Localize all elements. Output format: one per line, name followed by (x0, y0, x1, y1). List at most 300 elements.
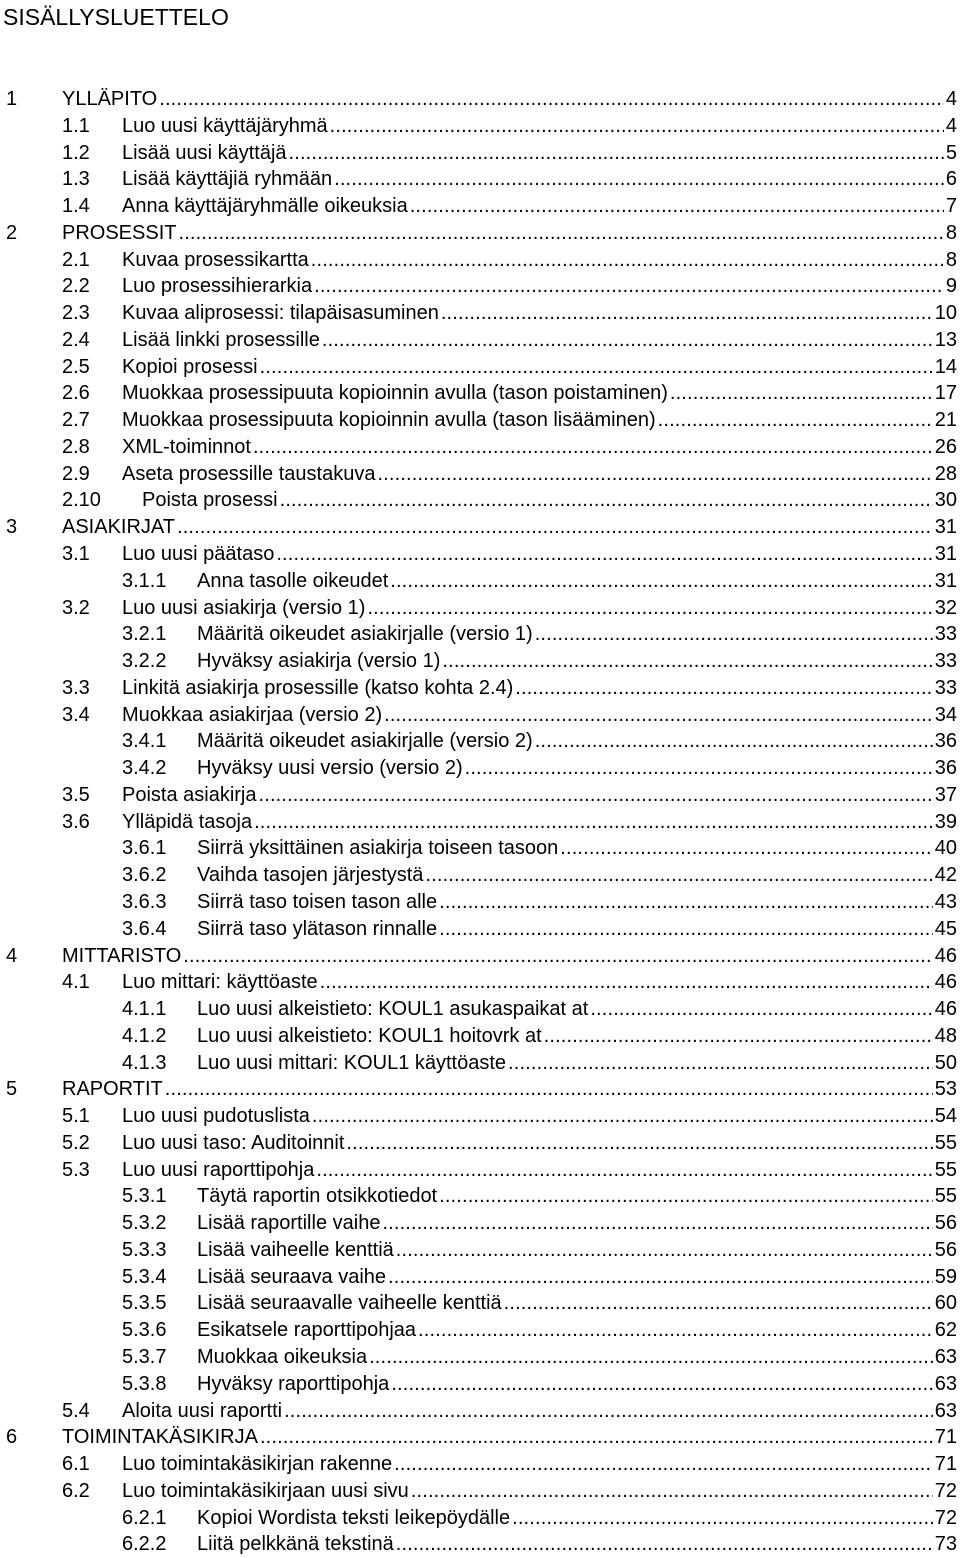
toc-entry-number: 2.5 (62, 355, 90, 378)
toc-entry-page-number: 60 (934, 1292, 957, 1315)
toc-entry-title: Täytä raportin otsikkotiedot (197, 1185, 438, 1208)
dot-leader (390, 568, 933, 595)
toc-entry-page-number: 40 (934, 837, 957, 860)
toc-entry[interactable] (0, 300, 960, 327)
toc-entry-line (197, 889, 957, 916)
toc-entry-line (197, 1183, 957, 1210)
toc-entry-page-number: 73 (934, 1533, 957, 1556)
toc-entry-number: 2.8 (62, 435, 90, 458)
toc-entry-page-number: 36 (934, 757, 957, 780)
toc-entry-page-number: 62 (934, 1319, 957, 1342)
toc-entry[interactable] (0, 568, 960, 595)
toc-entry[interactable] (0, 862, 960, 889)
toc-entry-number: 6 (6, 1426, 18, 1449)
toc-entry-line (197, 648, 957, 675)
dot-leader (178, 220, 943, 247)
toc-entry-title: Hyväksy asiakirja (versio 1) (197, 650, 441, 673)
toc-entry-line (62, 514, 957, 541)
toc-entry-number: 4.1.1 (122, 998, 167, 1021)
toc-entry-page-number: 50 (934, 1051, 957, 1074)
toc-entry-page-number: 9 (945, 275, 957, 298)
toc-entry-page-number: 48 (934, 1024, 957, 1047)
toc-entry-line (122, 1103, 957, 1130)
toc-entry-title: Poista asiakirja (122, 783, 257, 806)
toc-entry-number: 6.1 (62, 1453, 90, 1476)
toc-entry[interactable] (0, 1157, 960, 1184)
toc-entry-number: 2.2 (62, 275, 90, 298)
toc-entry-page-number: 72 (934, 1506, 957, 1529)
toc-entry-title: Luo prosessihierarkia (122, 275, 313, 298)
dot-leader (504, 1290, 933, 1317)
toc-entry[interactable] (0, 1317, 960, 1344)
dot-leader (439, 916, 933, 943)
toc-entry-line (197, 1237, 957, 1264)
toc-entry-title: Anna käyttäjäryhmälle oikeuksia (122, 195, 408, 218)
toc-entry[interactable] (0, 1505, 960, 1532)
dot-leader (418, 1317, 933, 1344)
toc-entry-page-number: 46 (934, 998, 957, 1021)
toc-entry[interactable] (0, 1103, 960, 1130)
toc-entry-number: 2.6 (62, 382, 90, 405)
toc-entry-number: 1.3 (62, 168, 90, 191)
toc-entry-page-number: 10 (934, 302, 957, 325)
toc-entry-number: 5.4 (62, 1399, 90, 1422)
dot-leader (384, 702, 933, 729)
toc-entry-number: 2.9 (62, 462, 90, 485)
toc-entry-title: Lisää seuraava vaihe (197, 1265, 387, 1288)
page-title: SISÄLLYSLUETTELO (3, 4, 229, 30)
toc-entry-page-number: 6 (945, 168, 957, 191)
toc-entry-number: 6.2.1 (122, 1506, 167, 1529)
dot-leader (391, 1371, 932, 1398)
toc-entry-number: 3.6.3 (122, 890, 167, 913)
toc-entry-line (142, 487, 957, 514)
toc-entry-page-number: 63 (934, 1345, 957, 1368)
toc-entry-number: 5.3.1 (122, 1185, 167, 1208)
toc-entry-number: 4.1.3 (122, 1051, 167, 1074)
toc-entry-line (197, 1317, 957, 1344)
toc-entry[interactable] (0, 461, 960, 488)
dot-leader (183, 943, 932, 970)
toc-entry-title: Linkitä asiakirja prosessille (katso kohta 2.4) (122, 676, 514, 699)
toc-entry[interactable] (0, 1290, 960, 1317)
toc-entry-number: 5 (6, 1078, 18, 1101)
toc-entry-title: YLLÄPITO (62, 88, 158, 110)
toc-entry-line (122, 140, 957, 167)
toc-entry-line (197, 1344, 957, 1371)
toc-entry-title: Kuvaa aliprosessi: tilapäisasuminen (122, 302, 439, 325)
toc-entry-page-number: 30 (934, 489, 957, 512)
toc-entry-number: 2 (6, 221, 18, 244)
toc-entry[interactable] (0, 1398, 960, 1425)
toc-entry[interactable] (0, 1424, 960, 1451)
toc-entry-page-number: 8 (945, 221, 957, 244)
dot-leader (396, 1531, 933, 1558)
toc-entry-line (197, 568, 957, 595)
toc-entry-line (122, 1130, 957, 1157)
toc-entry[interactable] (0, 595, 960, 622)
toc-entry-title: Kopioi prosessi (122, 355, 258, 378)
toc-entry-line (122, 113, 957, 140)
toc-entry-page-number: 72 (934, 1479, 957, 1502)
toc-entry[interactable] (0, 621, 960, 648)
toc-entry[interactable] (0, 1264, 960, 1291)
toc-entry-page-number: 54 (934, 1105, 957, 1128)
toc-entry-title: Hyväksy uusi versio (versio 2) (197, 757, 463, 780)
dot-leader (544, 1023, 933, 1050)
toc-entry-page-number: 46 (934, 971, 957, 994)
toc-entry-line (122, 247, 957, 274)
toc-entry[interactable] (0, 1050, 960, 1077)
dot-leader (439, 1183, 933, 1210)
dot-leader (394, 1451, 933, 1478)
toc-entry[interactable] (0, 1183, 960, 1210)
toc-entry-title: Lisää käyttäjiä ryhmään (122, 168, 333, 191)
toc-entry-number: 3.3 (62, 676, 90, 699)
toc-entry-title: Luo toimintakäsikirjaan uusi sivu (122, 1479, 409, 1502)
dot-leader (410, 193, 944, 220)
toc-entry-page-number: 55 (934, 1185, 957, 1208)
toc-entry[interactable] (0, 916, 960, 943)
toc-entry-number: 5.3.4 (122, 1265, 167, 1288)
dot-leader (369, 1344, 933, 1371)
toc-entry-page-number: 71 (934, 1453, 957, 1476)
toc-entry-page-number: 63 (934, 1372, 957, 1395)
toc-entry-number: 3.4 (62, 703, 90, 726)
toc-entry-title: Muokkaa prosessipuuta kopioinnin avulla (tason lisääminen) (122, 409, 656, 432)
toc-entry[interactable] (0, 1531, 960, 1558)
toc-entry-page-number: 42 (934, 864, 957, 887)
dot-leader (388, 1264, 933, 1291)
dot-leader (316, 1157, 932, 1184)
toc-entry[interactable] (0, 193, 960, 220)
toc-entry-line (122, 434, 957, 461)
toc-entry[interactable] (0, 969, 960, 996)
toc-entry-line (197, 1290, 957, 1317)
toc-entry-line (197, 862, 957, 889)
toc-entry-page-number: 4 (945, 114, 957, 137)
dot-leader (280, 487, 933, 514)
toc-entry[interactable] (0, 1076, 960, 1103)
dot-leader (535, 621, 933, 648)
toc-entry-title: PROSESSIT (62, 221, 177, 244)
toc-entry-page-number: 39 (934, 810, 957, 833)
toc-entry-title: Siirrä taso ylätason rinnalle (197, 917, 438, 940)
toc-entry[interactable] (0, 1344, 960, 1371)
toc-entry[interactable] (0, 140, 960, 167)
toc-entry[interactable] (0, 943, 960, 970)
toc-entry-number: 3.6.2 (122, 864, 167, 887)
toc-entry-title: Aloita uusi raportti (122, 1399, 283, 1422)
toc-entry[interactable] (0, 782, 960, 809)
toc-entry-number: 2.7 (62, 409, 90, 432)
toc-entry-number: 5.3.2 (122, 1212, 167, 1235)
toc-entry-number: 3.2.1 (122, 623, 167, 646)
toc-entry-page-number: 33 (934, 650, 957, 673)
toc-entry-title: Hyväksy raporttipohja (197, 1372, 390, 1395)
dot-leader (346, 1130, 932, 1157)
toc-entry-line (197, 1023, 957, 1050)
toc-entry-number: 1 (6, 88, 18, 110)
toc-entry-page-number: 32 (934, 596, 957, 619)
toc-entry-line (122, 595, 957, 622)
toc-entry[interactable] (0, 702, 960, 729)
toc-entry-line (122, 461, 957, 488)
toc-entry-line (197, 835, 957, 862)
toc-entry-line (197, 916, 957, 943)
toc-entry[interactable] (0, 541, 960, 568)
toc-entry[interactable] (0, 1237, 960, 1264)
toc-entry-line (122, 782, 957, 809)
dot-leader (658, 407, 933, 434)
toc-entry-title: Määritä oikeudet asiakirjalle (versio 2) (197, 730, 533, 753)
toc-entry-number: 5.3.6 (122, 1319, 167, 1342)
toc-entry[interactable] (0, 514, 960, 541)
toc-entry[interactable] (0, 1451, 960, 1478)
toc-entry-line (122, 166, 957, 193)
toc-entry[interactable] (0, 1478, 960, 1505)
toc-entry-line (122, 541, 957, 568)
toc-entry[interactable] (0, 648, 960, 675)
toc-entry-page-number: 31 (934, 569, 957, 592)
toc-entry-page-number: 56 (934, 1212, 957, 1235)
toc-entry-page-number: 21 (934, 409, 957, 432)
toc-entry-page-number: 13 (934, 328, 957, 351)
dot-leader (314, 273, 944, 300)
toc-entry-line (62, 1424, 957, 1451)
toc-entry[interactable] (0, 407, 960, 434)
toc-entry[interactable] (0, 1210, 960, 1237)
toc-entry-page-number: 37 (934, 783, 957, 806)
toc-entry[interactable] (0, 380, 960, 407)
toc-entry-page-number: 59 (934, 1265, 957, 1288)
toc-entry-title: Luo uusi alkeistieto: KOUL1 asukaspaikat at (197, 998, 589, 1021)
dot-leader (670, 380, 933, 407)
toc-entry[interactable] (0, 755, 960, 782)
dot-leader (515, 675, 932, 702)
toc-entry-number: 3.1 (62, 543, 90, 566)
toc-entry-title: Ylläpidä tasoja (122, 810, 253, 833)
toc-entry-title: ASIAKIRJAT (62, 516, 175, 539)
toc-entry-number: 5.3.3 (122, 1238, 167, 1261)
toc-entry-line (197, 1505, 957, 1532)
toc-entry-page-number: 31 (934, 516, 957, 539)
toc-entry-line (122, 300, 957, 327)
dot-leader (411, 1478, 933, 1505)
dot-leader (259, 782, 933, 809)
toc-entry[interactable] (0, 889, 960, 916)
toc-entry[interactable] (0, 1130, 960, 1157)
toc-entry[interactable] (0, 354, 960, 381)
toc-entry-number: 4 (6, 944, 18, 967)
toc-entry[interactable] (0, 996, 960, 1023)
toc-entry-page-number: 53 (934, 1078, 957, 1101)
toc-entry-number: 3.4.1 (122, 730, 167, 753)
toc-entry[interactable] (0, 675, 960, 702)
toc-entry[interactable] (0, 220, 960, 247)
toc-entry-line (197, 755, 957, 782)
dot-leader (284, 1398, 933, 1425)
toc-entry-number: 1.2 (62, 141, 90, 164)
dot-leader (465, 755, 933, 782)
toc-entry[interactable] (0, 247, 960, 274)
toc-entry-title: Muokkaa prosessipuuta kopioinnin avulla (tason poistaminen) (122, 382, 668, 405)
toc-entry-page-number: 5 (945, 141, 957, 164)
toc-entry[interactable] (0, 487, 960, 514)
toc-entry-page-number: 17 (934, 382, 957, 405)
dot-leader (260, 354, 933, 381)
dot-leader (253, 434, 933, 461)
toc-entry-line (122, 193, 957, 220)
toc-entry-number: 3.6.1 (122, 837, 167, 860)
toc-entry-title: Anna tasolle oikeudet (197, 569, 389, 592)
toc-entry-line (122, 1478, 957, 1505)
toc-entry[interactable] (0, 1023, 960, 1050)
toc-entry[interactable] (0, 728, 960, 755)
toc-entry-line (197, 996, 957, 1023)
dot-leader (330, 113, 944, 140)
toc-entry-title: Siirrä taso toisen tason alle (197, 890, 438, 913)
dot-leader (159, 86, 944, 113)
toc-entry-title: Luo uusi mittari: KOUL1 käyttöaste (197, 1051, 507, 1074)
toc-entry-line (197, 1531, 957, 1558)
toc-entry-title: Poista prosessi (142, 489, 278, 512)
toc-entry-title: Muokkaa oikeuksia (197, 1345, 368, 1368)
toc-entry[interactable] (0, 86, 960, 113)
toc-entry-line (197, 728, 957, 755)
toc-entry-page-number: 45 (934, 917, 957, 940)
toc-entry-page-number: 26 (934, 435, 957, 458)
toc-entry-title: Lisää vaiheelle kenttiä (197, 1238, 394, 1261)
toc-entry-title: Luo uusi käyttäjäryhmä (122, 114, 328, 137)
toc-entry-title: Lisää seuraavalle vaiheelle kenttiä (197, 1292, 502, 1315)
toc-entry-page-number: 33 (934, 676, 957, 699)
dot-leader (165, 1076, 933, 1103)
toc-entry-page-number: 34 (934, 703, 957, 726)
toc-entry-title: XML-toiminnot (122, 435, 251, 458)
toc-entry-line (122, 675, 957, 702)
toc-entry-page-number: 33 (934, 623, 957, 646)
toc-entry-title: Lisää linkki prosessille (122, 328, 320, 351)
toc-entry-number: 1.4 (62, 195, 90, 218)
toc-entry-title: Muokkaa asiakirjaa (versio 2) (122, 703, 383, 726)
toc-entry-title: Lisää raportille vaihe (197, 1212, 381, 1235)
toc-entry-number: 4.1 (62, 971, 90, 994)
toc-entry-line (197, 1050, 957, 1077)
toc-entry-line (62, 86, 957, 113)
toc-entry-title: Luo uusi raporttipohja (122, 1158, 315, 1181)
toc-entry-line (122, 702, 957, 729)
toc-entry-line (122, 380, 957, 407)
toc-entry-line (122, 969, 957, 996)
toc-entry-page-number: 46 (934, 944, 957, 967)
toc-entry-number: 3.5 (62, 783, 90, 806)
toc-entry-line (122, 1157, 957, 1184)
dot-leader (311, 247, 944, 274)
dot-leader (382, 1210, 932, 1237)
toc-entry-line (122, 354, 957, 381)
toc-entry-number: 6.2.2 (122, 1533, 167, 1556)
toc-entry[interactable] (0, 809, 960, 836)
toc-entry-page-number: 4 (945, 88, 957, 110)
toc-entry-line (122, 407, 957, 434)
toc-entry-number: 5.3 (62, 1158, 90, 1181)
toc-entry-title: MITTARISTO (62, 944, 182, 967)
toc-entry-line (197, 1210, 957, 1237)
dot-leader (535, 728, 933, 755)
toc-entry-title: Luo mittari: käyttöaste (122, 971, 318, 994)
toc-entry-title: Luo uusi alkeistieto: KOUL1 hoitovrk at (197, 1024, 542, 1047)
toc-entry-page-number: 7 (945, 195, 957, 218)
toc-entry-number: 2.3 (62, 302, 90, 325)
dot-leader (320, 969, 933, 996)
toc-entry[interactable] (0, 327, 960, 354)
toc-entry-page-number: 14 (934, 355, 957, 378)
toc-entry-number: 5.3.5 (122, 1292, 167, 1315)
toc-entry-number: 2.1 (62, 248, 90, 271)
toc-entry-line (122, 327, 957, 354)
toc-entry-number: 3.2 (62, 596, 90, 619)
toc-entry-title: Määritä oikeudet asiakirjalle (versio 1) (197, 623, 533, 646)
dot-leader (322, 327, 933, 354)
toc-entry-page-number: 8 (945, 248, 957, 271)
toc-entry-line (62, 1076, 957, 1103)
toc-entry-number: 5.3.8 (122, 1372, 167, 1395)
dot-leader (590, 996, 932, 1023)
dot-leader (177, 514, 933, 541)
dot-leader (396, 1237, 933, 1264)
toc-entry[interactable] (0, 113, 960, 140)
toc-entry-line (62, 220, 957, 247)
toc-entry-number: 3.4.2 (122, 757, 167, 780)
toc-entry-title: Luo toimintakäsikirjan rakenne (122, 1453, 393, 1476)
toc-entry-line (62, 943, 957, 970)
dot-leader (276, 541, 932, 568)
toc-entry[interactable] (0, 835, 960, 862)
toc-entry-number: 2.4 (62, 328, 90, 351)
toc-entry-title: Kuvaa prosessikartta (122, 248, 309, 271)
toc-entry-number: 5.2 (62, 1131, 90, 1154)
toc-entry-number: 3 (6, 516, 18, 539)
toc-entry-page-number: 71 (934, 1426, 957, 1449)
toc-entry-page-number: 55 (934, 1158, 957, 1181)
toc-entry-number: 1.1 (62, 114, 90, 137)
toc-entry-title: Liitä pelkkänä tekstinä (197, 1533, 394, 1556)
dot-leader (377, 461, 932, 488)
toc-entry-number: 3.1.1 (122, 569, 167, 592)
dot-leader (289, 140, 944, 167)
toc-entry-number: 5.1 (62, 1105, 90, 1128)
toc-entry-page-number: 31 (934, 543, 957, 566)
dot-leader (441, 300, 933, 327)
dot-leader (439, 889, 933, 916)
toc-entry[interactable] (0, 166, 960, 193)
toc-entry[interactable] (0, 273, 960, 300)
dot-leader (442, 648, 932, 675)
dot-leader (260, 1424, 933, 1451)
toc-entry[interactable] (0, 434, 960, 461)
toc-entry-title: Esikatsele raporttipohjaa (197, 1319, 417, 1342)
toc-entry-number: 2.10 (62, 489, 101, 512)
toc-entry[interactable] (0, 1371, 960, 1398)
toc-entry-title: Luo uusi pudotuslista (122, 1105, 310, 1128)
toc-entry-page-number: 43 (934, 890, 957, 913)
dot-leader (254, 809, 933, 836)
toc-entry-line (122, 273, 957, 300)
toc-entry-line (122, 1451, 957, 1478)
toc-entry-line (197, 1264, 957, 1291)
toc-entry-number: 5.3.7 (122, 1345, 167, 1368)
